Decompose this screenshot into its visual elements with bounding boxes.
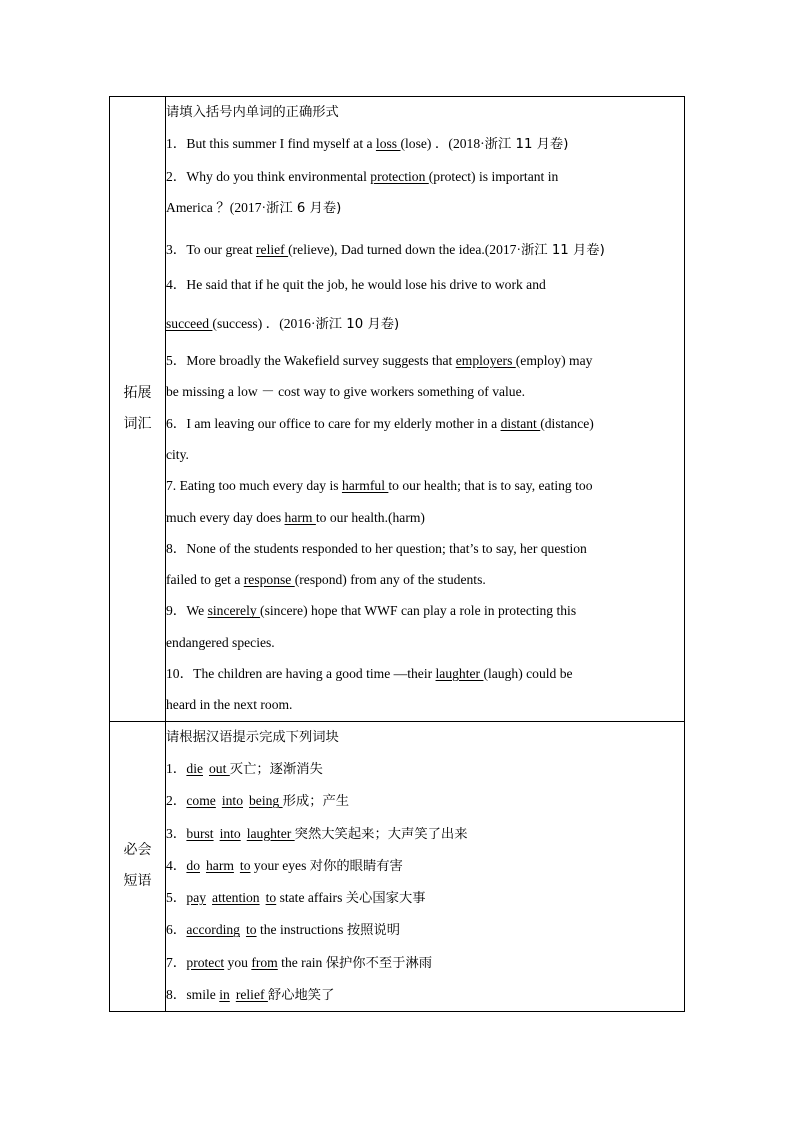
section-heading: 请根据汉语提示完成下列词块 (166, 729, 339, 745)
section-vocabulary (110, 97, 685, 722)
answer-blank: distant (500, 415, 541, 431)
answer-blank: to (265, 890, 277, 906)
answer-blank: employers (455, 353, 516, 369)
answer-blank: loss (375, 136, 401, 152)
section-label-vocabulary (110, 97, 166, 722)
answer-blank: succeed (166, 315, 213, 331)
answer-blank: harm (284, 509, 316, 525)
answer-blank: according (186, 922, 240, 938)
phrase-5: 5．pay attention to state affairs 关心国家大事 (166, 890, 426, 907)
answer-blank: relief (235, 987, 268, 1003)
question-1: 1．But this summer I find myself at a loss (lose) ．(2018·浙江 11 月卷) (166, 136, 569, 153)
question-6: 6．I am leaving our office to care for my elderly mother in a distant (distance) (166, 415, 594, 431)
label-line: 拓展 (123, 384, 152, 401)
section-heading: 请填入括号内单词的正确形式 (166, 105, 339, 120)
question-9-cont: endangered species. (166, 634, 275, 650)
question-8: 8．None of the students responded to her question; that’s to say, her question (166, 540, 587, 556)
answer-blank: harm (205, 857, 234, 873)
answer-blank: being (249, 793, 283, 809)
label-line: 必会 (123, 842, 152, 859)
answer-blank: laughter (246, 825, 295, 841)
answer-blank: burst (186, 825, 214, 841)
question-2: 2．Why do you think environmental protection (protect) is important in (166, 168, 559, 184)
phrase-8: 8．smile in relief 舒心地笑了 (166, 987, 335, 1004)
answer-blank: come (186, 793, 216, 809)
answer-blank: to (239, 857, 251, 873)
answer-blank: into (221, 793, 243, 809)
question-3: 3．To our great relief (relieve), Dad turned down the idea.(2017·浙江 11 月卷) (166, 242, 605, 259)
question-10: 10．The children are having a good time —their laughter (laugh) could be (166, 666, 573, 682)
vocabulary-content (166, 97, 685, 722)
phrases-content (166, 721, 685, 1012)
answer-blank: out (209, 760, 230, 776)
answer-blank: sincerely (207, 603, 261, 619)
exercise-table (109, 96, 685, 1012)
phrase-3: 3．burst into laughter 突然大笑起来；大声笑了出来 (166, 825, 468, 842)
question-7: 7. Eating too much every day is harmful to our health; that is to say, eating too (166, 478, 593, 494)
answer-blank: in (219, 987, 230, 1003)
question-5: 5．More broadly the Wakefield survey suggests that employers (employ) may (166, 353, 593, 369)
phrase-2: 2．come into being 形成；产生 (166, 793, 350, 810)
question-5-cont: be missing a low － cost way to give workers something of value. (166, 384, 526, 400)
phrase-4: 4．do harm to your eyes 对你的眼睛有害 (166, 857, 403, 874)
phrase-6: 6．according to the instructions 按照说明 (166, 922, 400, 939)
answer-blank: pay (186, 890, 207, 906)
answer-blank: do (186, 857, 200, 873)
question-10-cont: heard in the next room. (166, 697, 293, 713)
answer-blank: attention (212, 890, 260, 906)
phrase-7: 7．protect you from the rain 保护你不至于淋雨 (166, 954, 433, 971)
question-2-cont: America ？(2017·浙江 6 月卷) (166, 199, 342, 216)
question-9: 9．We sincerely (sincere) hope that WWF can play a role in protecting this (166, 603, 577, 619)
question-8-cont: failed to get a response (respond) from any of the students. (166, 572, 486, 588)
section-label-phrases (110, 721, 166, 1012)
question-7-cont: much every day does harm to our health.(harm) (166, 509, 425, 525)
answer-blank: into (219, 825, 241, 841)
label-line: 词汇 (123, 415, 152, 432)
answer-blank: protect (186, 954, 225, 970)
answer-blank: die (186, 760, 203, 776)
answer-blank: from (251, 954, 278, 970)
answer-blank: relief (256, 242, 289, 258)
answer-blank: response (243, 572, 295, 588)
phrase-1: 1．die out 灭亡；逐渐消失 (166, 760, 323, 777)
section-phrases (110, 721, 685, 1012)
question-4-cont: succeed (success) ．(2016·浙江 10 月卷) (166, 315, 400, 332)
answer-blank: to (245, 922, 257, 938)
answer-blank: protection (370, 168, 429, 184)
question-4: 4．He said that if he quit the job, he would lose his drive to work and (166, 277, 546, 293)
answer-blank: harmful (341, 478, 389, 494)
question-6-cont: city. (166, 446, 189, 462)
label-line: 短语 (123, 873, 152, 890)
answer-blank: laughter (435, 666, 484, 682)
